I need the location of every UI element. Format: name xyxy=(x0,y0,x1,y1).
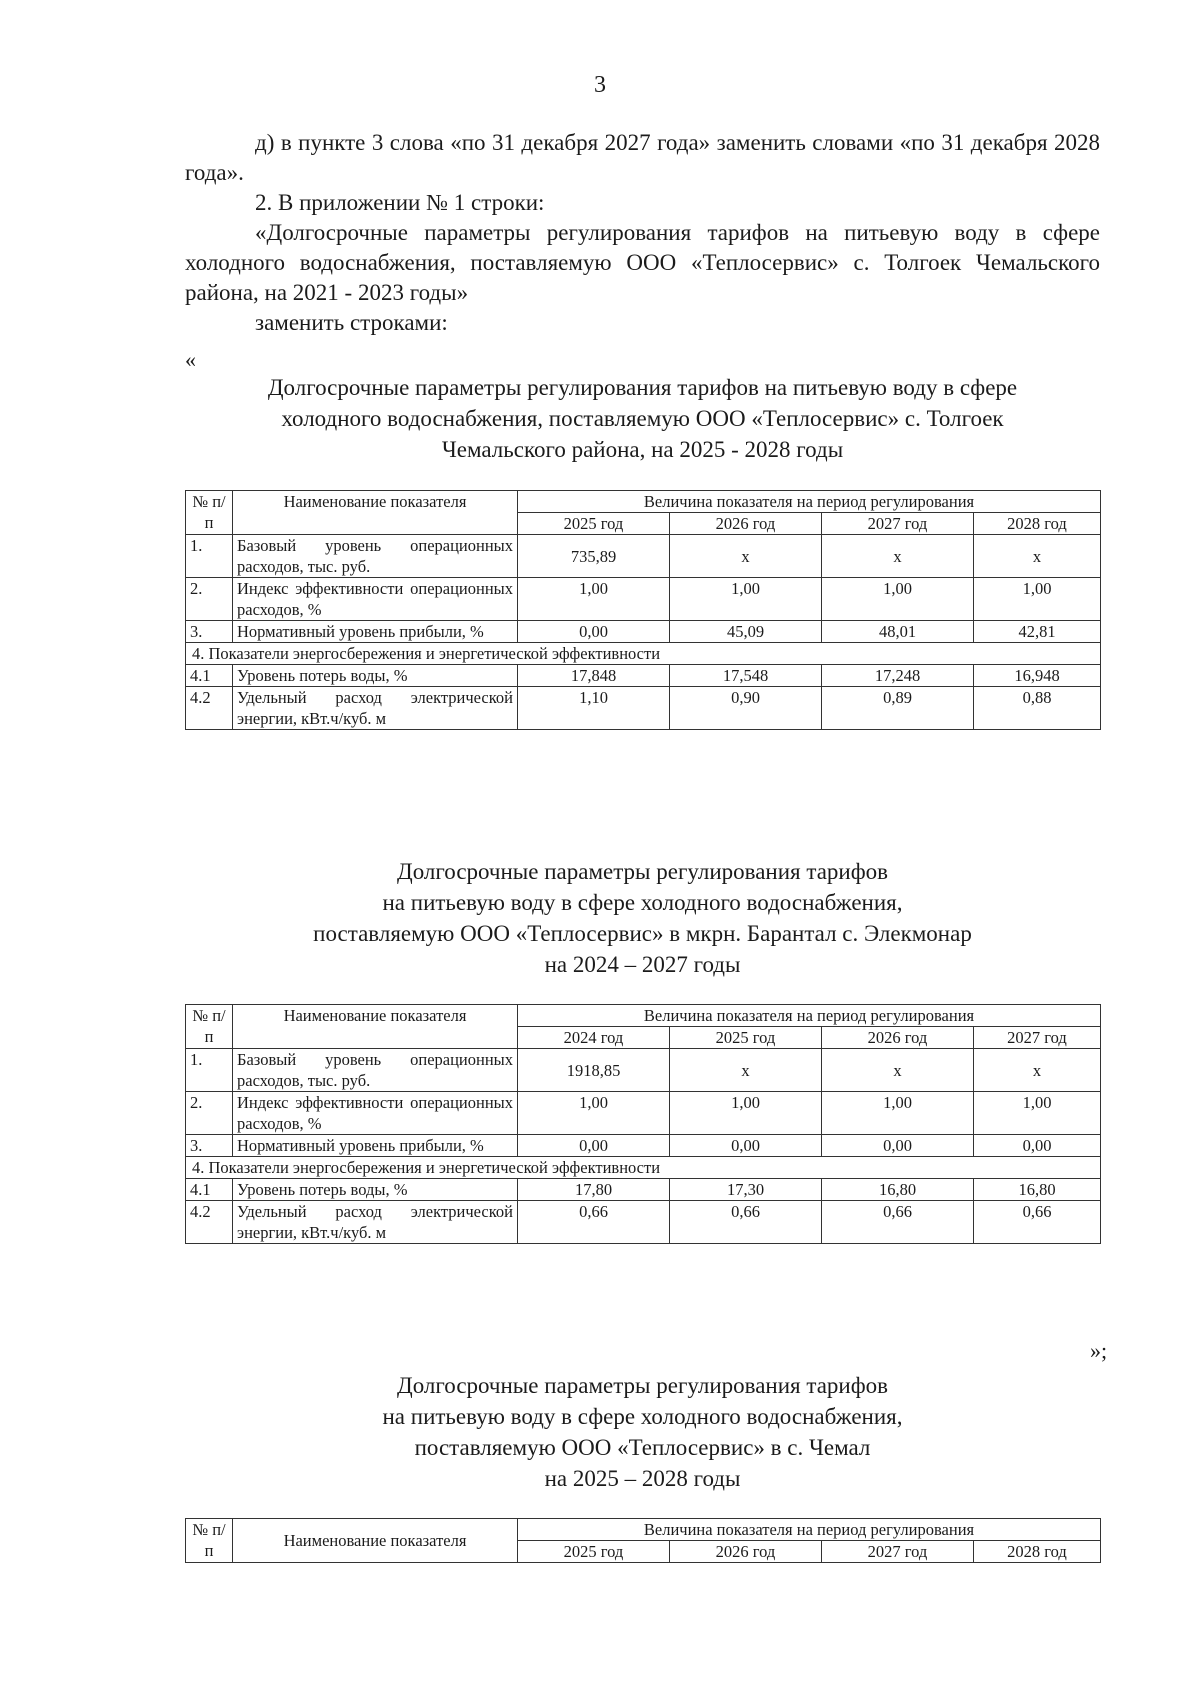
value-cell: 16,80 xyxy=(822,1179,974,1201)
value-cell: 0,00 xyxy=(518,1135,670,1157)
year-header: 2027 год xyxy=(974,1027,1101,1049)
value-cell: 1,10 xyxy=(518,687,670,730)
paragraph-4: заменить строками: xyxy=(255,310,448,335)
title-line: Чемальского района, на 2025 - 2028 годы xyxy=(441,437,844,462)
value-cell: 1,00 xyxy=(670,578,822,621)
value-cell: 1,00 xyxy=(974,1092,1101,1135)
value-cell: 0,88 xyxy=(974,687,1101,730)
value-cell: х xyxy=(822,1049,974,1092)
paragraph-1: д) в пункте 3 слова «по 31 декабря 2027 года» заменить словами «по 31 декабря 2028 года». xyxy=(185,130,1100,185)
close-quote: »; xyxy=(1090,1338,1108,1363)
open-quote: « xyxy=(185,347,196,372)
value-cell: х xyxy=(974,535,1101,578)
year-header: 2027 год xyxy=(822,1541,974,1563)
value-cell: 0,66 xyxy=(974,1201,1101,1244)
value-cell: 1918,85 xyxy=(518,1049,670,1092)
value-cell: 0,00 xyxy=(670,1135,822,1157)
value-cell: х xyxy=(670,1049,822,1092)
year-header: 2026 год xyxy=(670,513,822,535)
header-num: № п/п xyxy=(186,1005,233,1049)
indicator-name: Базовый уровень операционных расходов, тыс. руб. xyxy=(233,535,518,578)
row-number: 3. xyxy=(186,1135,233,1157)
indicator-name: Уровень потерь воды, % xyxy=(233,1179,518,1201)
paragraph-2: 2. В приложении № 1 строки: xyxy=(255,190,545,215)
value-cell: 0,66 xyxy=(822,1201,974,1244)
value-cell: х xyxy=(670,535,822,578)
header-value: Величина показателя на период регулирования xyxy=(518,1005,1101,1027)
title-line: Долгосрочные параметры регулирования тарифов на питьевую воду в сфере xyxy=(267,375,1018,400)
value-cell: 1,00 xyxy=(518,578,670,621)
title-line: поставляемую ООО «Теплосервис» в мкрн. Барантал с. Элекмонар xyxy=(313,921,972,946)
header-num: № п/п xyxy=(186,491,233,535)
paragraph-3: «Долгосрочные параметры регулирования тарифов на питьевую воду в сфере холодного водоснабжения, поставляемую ООО «Теплосервис» с. Толгоек Чемальского района, на 2021 - 2023 годы» xyxy=(185,220,1100,305)
row-number: 2. xyxy=(186,1092,233,1135)
value-cell: 1,00 xyxy=(822,578,974,621)
value-cell: 48,01 xyxy=(822,621,974,643)
table-row xyxy=(186,665,1101,687)
indicator-name: Индекс эффективности операционных расходов, % xyxy=(233,1092,518,1135)
indicator-name: Нормативный уровень прибыли, % xyxy=(233,1135,518,1157)
row-number: 3. xyxy=(186,621,233,643)
title-line: Долгосрочные параметры регулирования тарифов xyxy=(397,859,888,884)
indicator-name: Базовый уровень операционных расходов, тыс. руб. xyxy=(233,1049,518,1092)
header-name: Наименование показателя xyxy=(233,1005,518,1049)
value-cell: 0,00 xyxy=(822,1135,974,1157)
section-row xyxy=(186,1157,1101,1179)
year-header: 2024 год xyxy=(518,1027,670,1049)
value-cell: 16,948 xyxy=(974,665,1101,687)
year-header: 2027 год xyxy=(822,513,974,535)
body-text xyxy=(185,128,1100,338)
row-number: 4.1 xyxy=(186,1179,233,1201)
year-header: 2028 год xyxy=(974,1541,1101,1563)
value-cell: 0,66 xyxy=(518,1201,670,1244)
value-cell: 735,89 xyxy=(518,535,670,578)
value-cell: 1,00 xyxy=(822,1092,974,1135)
table-row xyxy=(186,621,1101,643)
year-header: 2026 год xyxy=(822,1027,974,1049)
value-cell: х xyxy=(974,1049,1101,1092)
year-header: 2026 год xyxy=(670,1541,822,1563)
value-cell: 1,00 xyxy=(670,1092,822,1135)
indicator-name: Удельный расход электрической энергии, кВт.ч/куб. м xyxy=(233,687,518,730)
value-cell: 17,848 xyxy=(518,665,670,687)
row-number: 1. xyxy=(186,535,233,578)
value-cell: 0,00 xyxy=(974,1135,1101,1157)
header-row xyxy=(186,1519,1101,1541)
row-number: 4.1 xyxy=(186,665,233,687)
row-number: 4.2 xyxy=(186,1201,233,1244)
table-row xyxy=(186,687,1101,730)
row-number: 1. xyxy=(186,1049,233,1092)
value-cell: 45,09 xyxy=(670,621,822,643)
section-row-label: 4. Показатели энергосбережения и энергетической эффективности xyxy=(186,1157,1101,1179)
year-header: 2025 год xyxy=(670,1027,822,1049)
header-name: Наименование показателя xyxy=(233,491,518,535)
section-1-title xyxy=(185,372,1100,465)
value-cell: 0,66 xyxy=(670,1201,822,1244)
title-line: на питьевую воду в сфере холодного водоснабжения, xyxy=(382,890,903,915)
value-cell: 42,81 xyxy=(974,621,1101,643)
indicator-name: Уровень потерь воды, % xyxy=(233,665,518,687)
indicator-name: Индекс эффективности операционных расходов, % xyxy=(233,578,518,621)
header-row xyxy=(186,491,1101,513)
table-row xyxy=(186,1135,1101,1157)
table-row xyxy=(186,535,1101,578)
table-row xyxy=(186,578,1101,621)
title-line: на 2025 – 2028 годы xyxy=(544,1466,741,1491)
section-2-title xyxy=(185,856,1100,980)
value-cell: 17,248 xyxy=(822,665,974,687)
value-cell: 1,00 xyxy=(518,1092,670,1135)
value-cell: х xyxy=(822,535,974,578)
table-row xyxy=(186,1092,1101,1135)
row-number: 4.2 xyxy=(186,687,233,730)
header-value: Величина показателя на период регулирования xyxy=(518,491,1101,513)
title-line: на питьевую воду в сфере холодного водоснабжения, xyxy=(382,1404,903,1429)
header-value: Величина показателя на период регулирования xyxy=(518,1519,1101,1541)
year-header: 2025 год xyxy=(518,513,670,535)
value-cell: 17,30 xyxy=(670,1179,822,1201)
section-3-table xyxy=(185,1518,1101,1563)
row-number: 2. xyxy=(186,578,233,621)
value-cell: 0,00 xyxy=(518,621,670,643)
table-row xyxy=(186,1201,1101,1244)
title-line: Долгосрочные параметры регулирования тарифов xyxy=(397,1373,888,1398)
section-2-table xyxy=(185,1004,1101,1244)
header-row xyxy=(186,1005,1101,1027)
year-header: 2025 год xyxy=(518,1541,670,1563)
section-1-table xyxy=(185,490,1101,730)
table-row xyxy=(186,1179,1101,1201)
section-3-title xyxy=(185,1370,1100,1494)
page-number: 3 xyxy=(594,72,606,98)
value-cell: 1,00 xyxy=(974,578,1101,621)
table-row xyxy=(186,1049,1101,1092)
indicator-name: Нормативный уровень прибыли, % xyxy=(233,621,518,643)
title-line: поставляемую ООО «Теплосервис» в с. Чемал xyxy=(414,1435,871,1460)
title-line: холодного водоснабжения, поставляемую ООО «Теплосервис» с. Толгоек xyxy=(281,406,1004,431)
title-line: на 2024 – 2027 годы xyxy=(544,952,741,977)
header-name: Наименование показателя xyxy=(233,1519,518,1563)
section-row-label: 4. Показатели энергосбережения и энергетической эффективности xyxy=(186,643,1101,665)
value-cell: 0,90 xyxy=(670,687,822,730)
value-cell: 17,548 xyxy=(670,665,822,687)
section-row xyxy=(186,643,1101,665)
header-num: № п/п xyxy=(186,1519,233,1563)
value-cell: 0,89 xyxy=(822,687,974,730)
year-header: 2028 год xyxy=(974,513,1101,535)
indicator-name: Удельный расход электрической энергии, кВт.ч/куб. м xyxy=(233,1201,518,1244)
value-cell: 17,80 xyxy=(518,1179,670,1201)
value-cell: 16,80 xyxy=(974,1179,1101,1201)
